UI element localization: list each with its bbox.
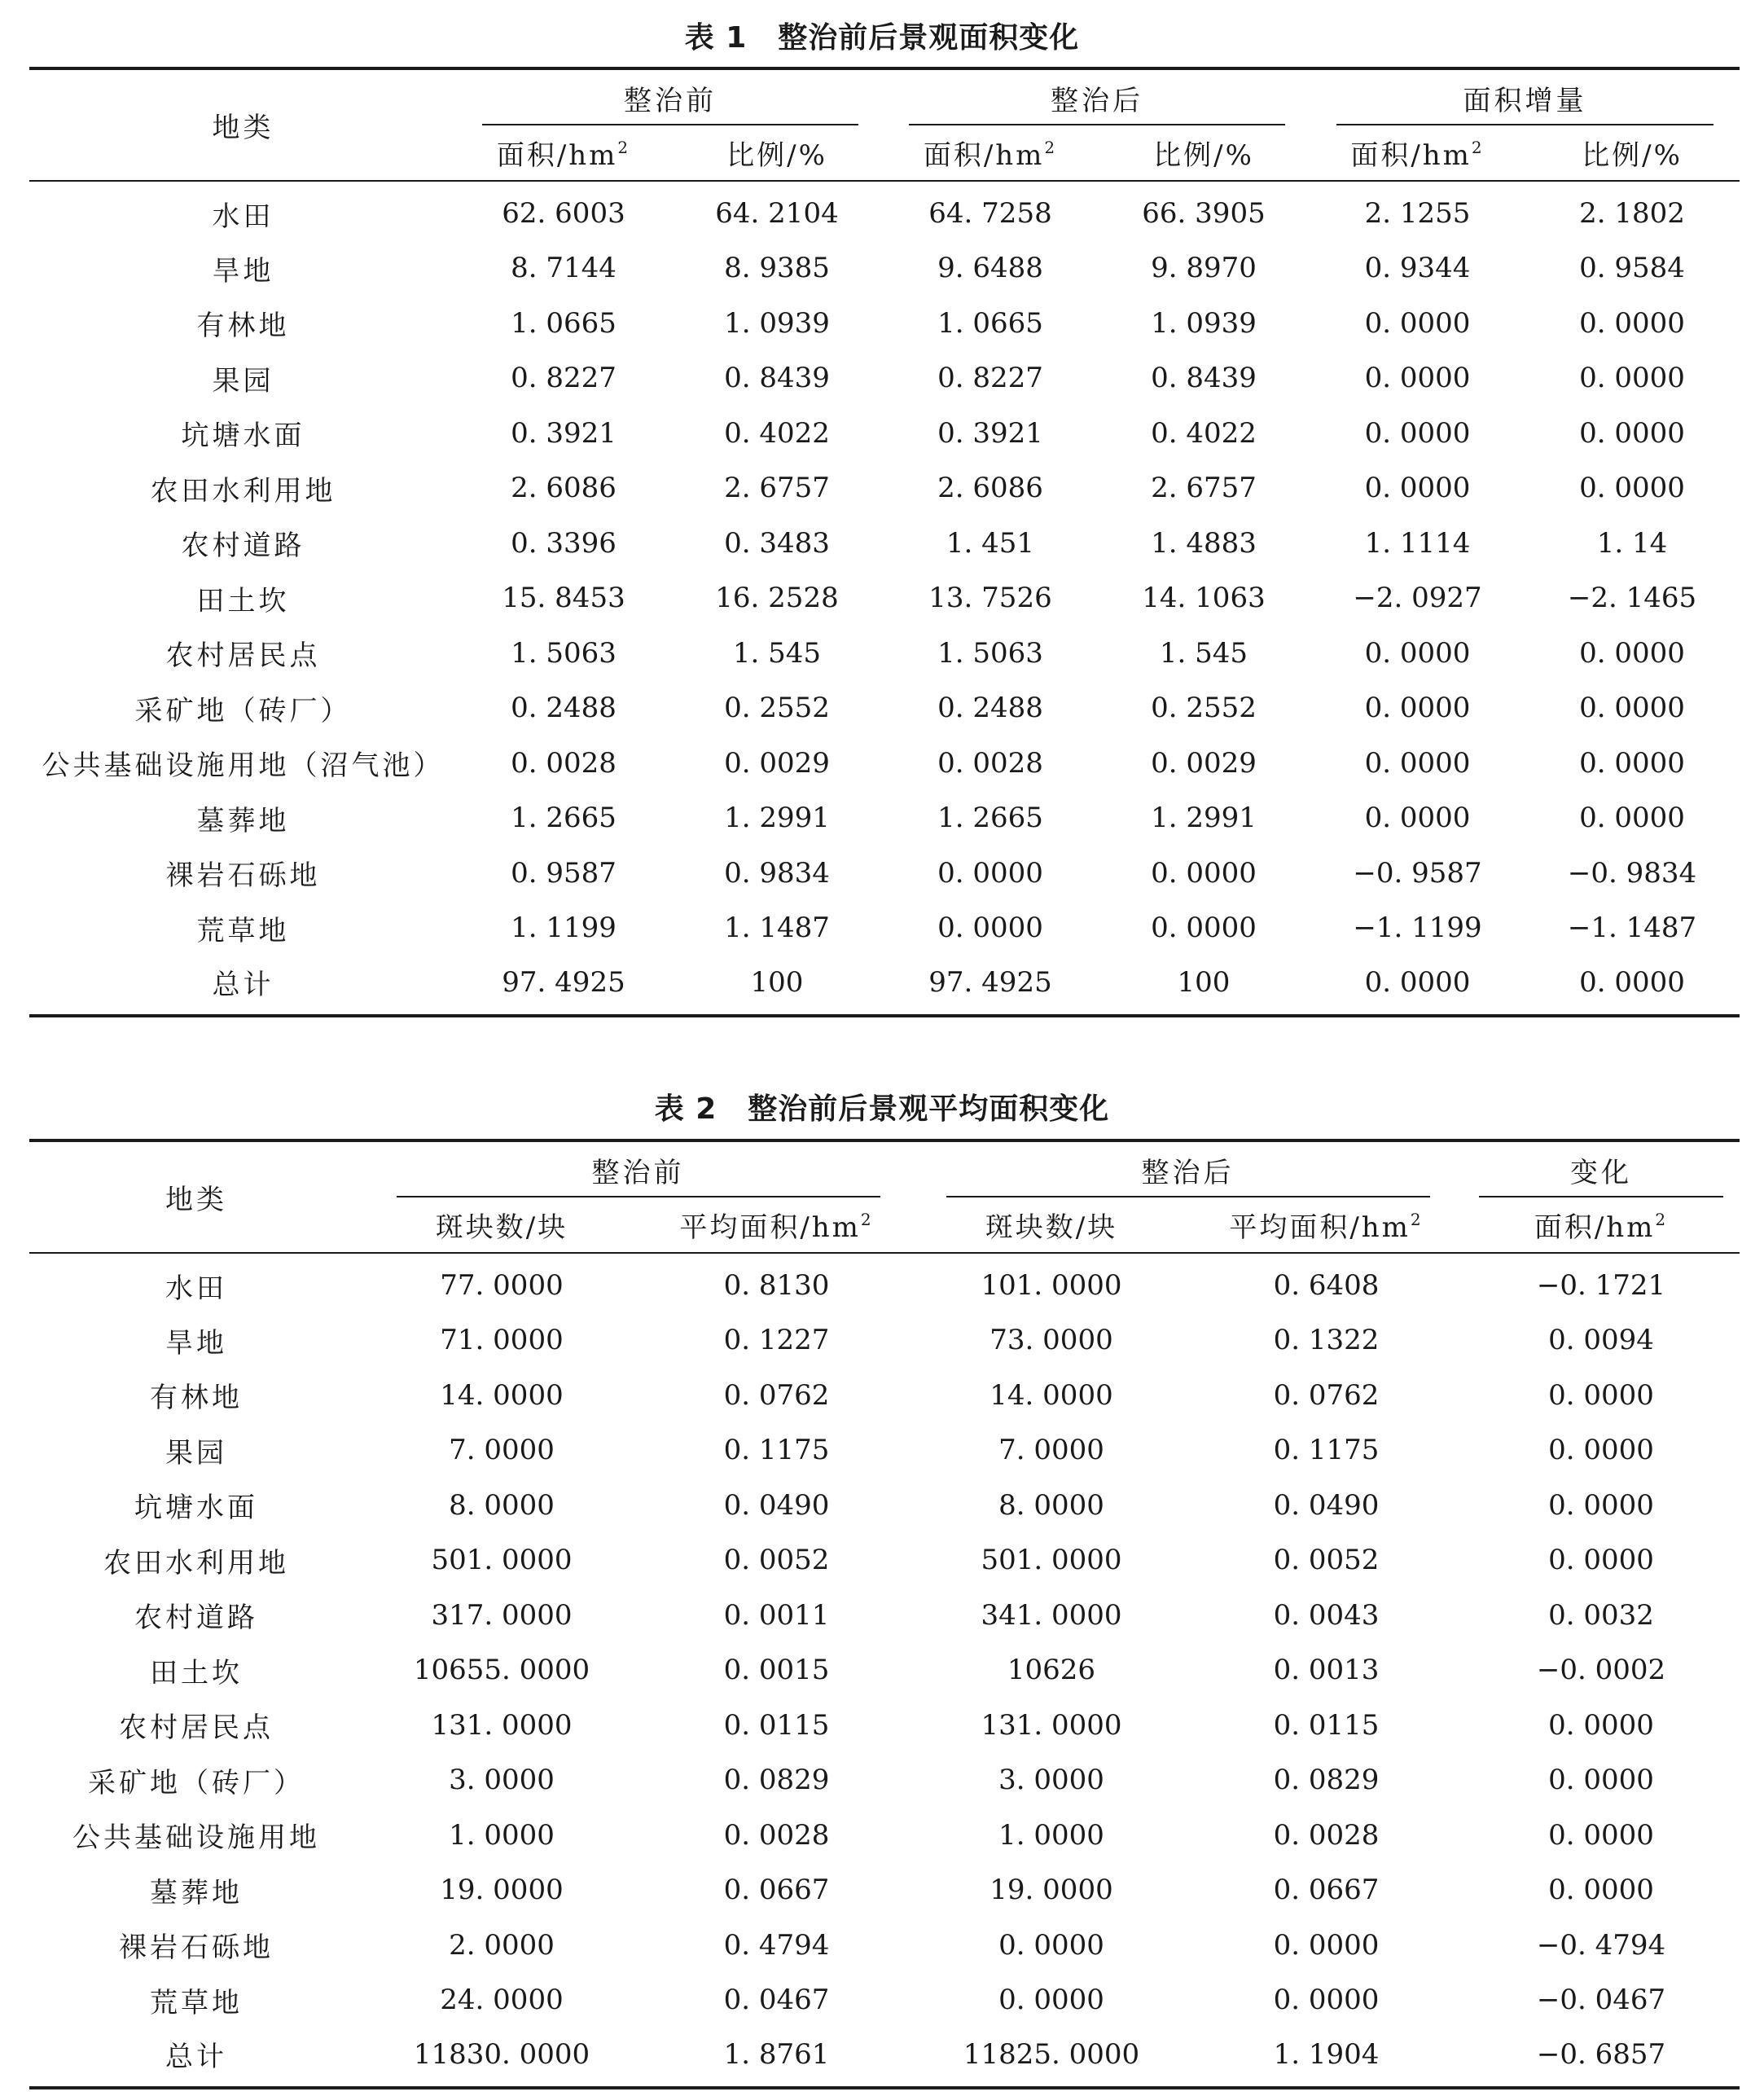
table-cell: −0. 0467: [1536, 1984, 1666, 2017]
table-cell: 2. 0000: [449, 1928, 555, 1962]
table-row: [29, 1478, 1740, 1533]
table-cell: 14. 0000: [990, 1378, 1113, 1412]
row-category-cell: 果园: [165, 1436, 227, 1470]
row-category-cell: 荒草地: [150, 1986, 243, 2019]
table-cell: −0. 4794: [1536, 1928, 1666, 1962]
row-category-cell: 墓葬地: [150, 1876, 243, 1909]
table-cell: 1. 2991: [724, 802, 830, 835]
table-cell: 0. 0000: [1548, 1764, 1654, 1797]
table-cell: −0. 6857: [1536, 2037, 1666, 2071]
table-cell: 1. 4883: [1151, 526, 1257, 560]
table-cell: 2. 6757: [1151, 472, 1257, 505]
row-category-cell: 农村居民点: [165, 639, 321, 673]
table-cell: 1. 545: [1159, 636, 1248, 670]
table-cell: −0. 9587: [1353, 856, 1482, 890]
table-cell: 0. 0000: [1579, 472, 1685, 505]
table-cell: 0. 1175: [1273, 1434, 1380, 1467]
table-cell: 1. 1487: [724, 912, 830, 945]
table-cell: 0. 8130: [723, 1269, 830, 1303]
table-cell: 0. 9834: [724, 856, 830, 890]
table-cell: 7. 0000: [998, 1434, 1104, 1467]
table-cell: 0. 0043: [1273, 1598, 1380, 1632]
table2: [29, 1139, 1740, 2089]
table-cell: 0. 4794: [723, 1928, 830, 1962]
table-cell: 0. 0015: [723, 1654, 830, 1687]
table1-caption: [0, 15, 1764, 56]
table-cell: 131. 0000: [981, 1708, 1122, 1742]
table-cell: 2. 1255: [1364, 197, 1471, 231]
table-cell: 0. 0115: [1273, 1708, 1380, 1742]
table-cell: 0. 0000: [1579, 746, 1685, 780]
table-row: [29, 736, 1740, 791]
table-cell: 0. 0000: [1548, 1544, 1654, 1577]
table-cell: 8. 0000: [449, 1488, 555, 1522]
row-category-cell: 墓葬地: [196, 804, 290, 837]
table2-caption: [0, 1086, 1764, 1127]
table-cell: 1. 14: [1596, 526, 1668, 560]
row-category-cell: 果园: [212, 364, 274, 398]
table-row: [29, 181, 1740, 241]
table-row: [29, 1918, 1740, 1973]
table-cell: 0. 0762: [723, 1378, 830, 1412]
row-category-cell: 总计: [165, 2041, 227, 2074]
table-cell: −0. 9834: [1567, 856, 1697, 890]
table2-group-after: 整治后: [913, 1140, 1463, 1197]
table-row: [29, 1863, 1740, 1918]
table-cell: 0. 0028: [511, 746, 617, 780]
table1-group-before: 整治前: [457, 68, 884, 125]
table1-group-increment: 面积增量: [1310, 68, 1740, 125]
table2-subheader: 面积$/hm^2$: [1534, 1210, 1669, 1244]
table-row: [29, 1753, 1740, 1808]
table-row: [29, 901, 1740, 956]
table-cell: 0. 8227: [511, 362, 617, 395]
table-cell: 3. 0000: [998, 1764, 1104, 1797]
table-cell: 0. 0000: [1364, 362, 1471, 395]
table-cell: 64. 7258: [928, 197, 1052, 231]
table-cell: 0. 3483: [724, 526, 830, 560]
table-cell: 0. 0667: [1273, 1874, 1380, 1907]
table-cell: 0. 0011: [723, 1598, 830, 1632]
table-cell: 1. 545: [732, 636, 822, 670]
row-category-cell: 旱地: [165, 1326, 227, 1360]
table-cell: 0. 0028: [1273, 1818, 1380, 1852]
table-cell: 1. 1199: [511, 912, 617, 945]
table1-subheader: 面积$/hm^2$: [496, 138, 631, 172]
table-cell: 100: [1177, 965, 1231, 999]
table-cell: 0. 0000: [1548, 1488, 1654, 1522]
row-category-cell: 水田: [212, 200, 274, 233]
table-cell: 66. 3905: [1142, 197, 1266, 231]
table-cell: 10655. 0000: [413, 1654, 590, 1687]
table-cell: 317. 0000: [431, 1598, 573, 1632]
table-cell: 14. 0000: [440, 1378, 564, 1412]
table-cell: 0. 0490: [1273, 1488, 1380, 1522]
table-cell: 0. 8439: [724, 362, 830, 395]
table-cell: 0. 0000: [1364, 746, 1471, 780]
table-cell: 0. 4022: [724, 416, 830, 450]
table-cell: 77. 0000: [440, 1269, 564, 1303]
table-cell: 1. 1114: [1364, 526, 1471, 560]
table-cell: 0. 0467: [723, 1984, 830, 2017]
table-cell: 0. 1175: [723, 1434, 830, 1467]
table-cell: 73. 0000: [990, 1324, 1113, 1357]
table1-subheader: 面积$/hm^2$: [1350, 138, 1485, 172]
table-cell: 1. 2665: [511, 802, 617, 835]
row-category-cell: 公共基础设施用地（沼气池）: [42, 749, 445, 783]
table-cell: 0. 1227: [723, 1324, 830, 1357]
row-category-cell: 总计: [212, 969, 274, 1002]
table-cell: 0. 0000: [1273, 1928, 1380, 1962]
table-cell: 0. 0052: [1273, 1544, 1380, 1577]
table-cell: 2. 1802: [1579, 197, 1685, 231]
table-cell: 3. 0000: [449, 1764, 555, 1797]
table-cell: 13. 7526: [928, 582, 1052, 615]
table1-caption-title: 整治前后景观面积变化: [778, 21, 1080, 55]
table-cell: 0. 0000: [1548, 1434, 1654, 1467]
table2-subheader: 平均面积$/hm^2$: [1229, 1210, 1424, 1244]
table-cell: 0. 0000: [1548, 1818, 1654, 1852]
row-category-cell: 有林地: [196, 310, 290, 343]
table-row: [29, 1808, 1740, 1863]
row-category-cell: 裸岩石砾地: [165, 859, 321, 893]
table1-subheader: 面积$/hm^2$: [923, 138, 1058, 172]
row-category-cell: 采矿地（砖厂）: [88, 1766, 305, 1799]
table-cell: 0. 0000: [1548, 1708, 1654, 1742]
table1-subheader: 比例/%: [1153, 139, 1254, 172]
table-cell: 0. 0000: [1548, 1378, 1654, 1412]
table-cell: 1. 0000: [449, 1818, 555, 1852]
row-category-cell: 农村居民点: [119, 1712, 274, 1745]
table-row: [29, 1253, 1740, 1313]
table-cell: 2. 6086: [937, 472, 1043, 505]
table-cell: 19. 0000: [990, 1874, 1113, 1907]
row-category-cell: 水田: [165, 1272, 227, 1305]
table1-group-after: 整治后: [884, 68, 1310, 125]
table-row: [29, 846, 1740, 901]
table-cell: 0. 0000: [1151, 856, 1257, 890]
table-cell: 0. 0029: [1151, 746, 1257, 780]
table-cell: 15. 8453: [502, 582, 625, 615]
table2-caption-title: 整治前后景观平均面积变化: [748, 1092, 1110, 1126]
table-cell: −0. 0002: [1536, 1654, 1666, 1687]
row-category-cell: 公共基础设施用地: [72, 1821, 320, 1855]
table-cell: 1. 0665: [937, 306, 1043, 340]
table-cell: 0. 0000: [998, 1928, 1104, 1962]
table-cell: 1. 1904: [1273, 2037, 1380, 2071]
table-cell: 1. 0939: [1151, 306, 1257, 340]
table-cell: 1. 5063: [937, 636, 1043, 670]
table-cell: 1. 0000: [998, 1818, 1104, 1852]
row-category-cell: 田土坎: [196, 584, 290, 617]
table-cell: 0. 0028: [723, 1818, 830, 1852]
table-cell: 1. 2665: [937, 802, 1043, 835]
row-category-cell: 农村道路: [181, 529, 305, 563]
table-cell: 1. 5063: [511, 636, 617, 670]
table-cell: 9. 8970: [1151, 252, 1257, 285]
table-row: [29, 1643, 1740, 1698]
table-cell: 0. 0000: [937, 912, 1043, 945]
table-cell: 14. 1063: [1142, 582, 1266, 615]
table-cell: 24. 0000: [440, 1984, 564, 2017]
table-cell: 0. 8439: [1151, 362, 1257, 395]
table-cell: 11825. 0000: [963, 2037, 1140, 2071]
table-cell: 0. 0000: [1579, 692, 1685, 725]
table-cell: 0. 0000: [1579, 802, 1685, 835]
table-cell: 0. 0829: [723, 1764, 830, 1797]
table-cell: 8. 9385: [724, 252, 830, 285]
table-cell: 0. 0032: [1548, 1598, 1654, 1632]
table-cell: 0. 0000: [1364, 636, 1471, 670]
table-row: [29, 241, 1740, 297]
table-cell: 0. 4022: [1151, 416, 1257, 450]
table-cell: 501. 0000: [981, 1544, 1122, 1577]
table-cell: 0. 0115: [723, 1708, 830, 1742]
table-cell: 0. 3921: [937, 416, 1043, 450]
table2-body: [29, 1253, 1740, 2088]
table-cell: 1. 451: [946, 526, 1035, 560]
table-row: [29, 2028, 1740, 2088]
table-cell: 0. 9584: [1579, 252, 1685, 285]
table-cell: 0. 0000: [1364, 472, 1471, 505]
table-row: [29, 461, 1740, 516]
table-cell: 0. 9344: [1364, 252, 1471, 285]
table-cell: −2. 1465: [1567, 582, 1697, 615]
table-row: [29, 516, 1740, 571]
table-cell: 2. 6757: [724, 472, 830, 505]
table1-body: [29, 181, 1740, 1016]
table-cell: 0. 0000: [1579, 416, 1685, 450]
row-category-cell: 农村道路: [134, 1602, 258, 1635]
table1-subheader: 比例/%: [1582, 139, 1683, 172]
table-row: [29, 1423, 1740, 1479]
table-cell: 0. 8227: [937, 362, 1043, 395]
table-cell: 8. 7144: [511, 252, 617, 285]
table-cell: 0. 0000: [1579, 306, 1685, 340]
table-cell: 0. 0000: [937, 856, 1043, 890]
table-cell: 71. 0000: [440, 1324, 564, 1357]
row-category-cell: 裸岩石砾地: [119, 1931, 274, 1965]
row-category-cell: 农田水利用地: [150, 474, 336, 508]
table2-subheader: 平均面积$/hm^2$: [679, 1210, 874, 1244]
table-cell: 0. 0000: [1364, 306, 1471, 340]
table-row: [29, 681, 1740, 736]
table-cell: 0. 0000: [998, 1984, 1104, 2017]
table-cell: −0. 1721: [1536, 1269, 1666, 1303]
table-row: [29, 1313, 1740, 1369]
table-cell: 0. 3921: [511, 416, 617, 450]
table-cell: 97. 4925: [502, 965, 625, 999]
table-row: [29, 956, 1740, 1016]
table-row: [29, 296, 1740, 351]
table-cell: 0. 0000: [1579, 636, 1685, 670]
table2-caption-number: 表 2: [654, 1092, 717, 1126]
table-cell: 1. 0939: [724, 306, 830, 340]
table-cell: 0. 2552: [724, 692, 830, 725]
table1-subheader: 比例/%: [726, 139, 827, 172]
table2-subheader: 斑块数/块: [435, 1211, 568, 1244]
row-category-cell: 采矿地（砖厂）: [134, 694, 352, 727]
table-cell: 0. 0000: [1364, 965, 1471, 999]
table-cell: 1. 8761: [723, 2037, 830, 2071]
table-cell: 0. 3396: [511, 526, 617, 560]
table-row: [29, 1533, 1740, 1588]
table-cell: 97. 4925: [928, 965, 1052, 999]
table-cell: 8. 0000: [998, 1488, 1104, 1522]
table2-group-before: 整治前: [363, 1140, 913, 1197]
row-category-cell: 有林地: [150, 1382, 243, 1415]
row-category-cell: 荒草地: [196, 914, 290, 947]
table-row: [29, 351, 1740, 406]
row-category-cell: 坑塘水面: [134, 1492, 258, 1525]
table-row: [29, 571, 1740, 626]
table-cell: 16. 2528: [715, 582, 839, 615]
table1-caption-number: 表 1: [684, 21, 748, 55]
table-cell: 0. 0094: [1548, 1324, 1654, 1357]
table-cell: 0. 2552: [1151, 692, 1257, 725]
table-cell: 1. 2991: [1151, 802, 1257, 835]
table-cell: −1. 1199: [1353, 912, 1482, 945]
table-cell: 0. 0667: [723, 1874, 830, 1907]
table-cell: 0. 1322: [1273, 1324, 1380, 1357]
table-cell: 0. 0000: [1579, 362, 1685, 395]
table-cell: 0. 0028: [937, 746, 1043, 780]
table-cell: 0. 0000: [1579, 965, 1685, 999]
table-cell: 101. 0000: [981, 1269, 1122, 1303]
table-cell: 131. 0000: [431, 1708, 573, 1742]
table-row: [29, 1368, 1740, 1423]
table-row: [29, 1973, 1740, 2028]
table-cell: 0. 0052: [723, 1544, 830, 1577]
table-cell: 0. 0000: [1151, 912, 1257, 945]
table-cell: 0. 0029: [724, 746, 830, 780]
table-row: [29, 1698, 1740, 1753]
table-cell: 0. 6408: [1273, 1269, 1380, 1303]
table2-group-change: 变化: [1463, 1140, 1740, 1197]
table-cell: 0. 9587: [511, 856, 617, 890]
table-cell: 9. 6488: [937, 252, 1043, 285]
table-cell: 11830. 0000: [413, 2037, 590, 2071]
table2-header-category: 地类: [29, 1140, 363, 1253]
table-cell: 501. 0000: [431, 1544, 573, 1577]
row-category-cell: 坑塘水面: [181, 420, 305, 453]
table-cell: 0. 0000: [1273, 1984, 1380, 2017]
table-cell: 1. 0665: [511, 306, 617, 340]
table-row: [29, 406, 1740, 461]
table-cell: 19. 0000: [440, 1874, 564, 1907]
table-cell: 0. 0000: [1364, 802, 1471, 835]
table-cell: 0. 0762: [1273, 1378, 1380, 1412]
table-cell: 341. 0000: [981, 1598, 1122, 1632]
table1-header-category: 地类: [29, 68, 457, 181]
table2-subheader: 斑块数/块: [985, 1211, 1118, 1244]
row-category-cell: 旱地: [212, 254, 274, 288]
row-category-cell: 农田水利用地: [103, 1546, 289, 1580]
row-category-cell: 田土坎: [150, 1656, 243, 1690]
table-cell: 0. 0490: [723, 1488, 830, 1522]
table-cell: 10626: [1007, 1654, 1096, 1687]
table-cell: −2. 0927: [1353, 582, 1482, 615]
table-cell: 0. 0000: [1364, 692, 1471, 725]
table-cell: 7. 0000: [449, 1434, 555, 1467]
table-row: [29, 1588, 1740, 1643]
table-cell: 0. 0829: [1273, 1764, 1380, 1797]
table-cell: 2. 6086: [511, 472, 617, 505]
table-cell: 62. 6003: [502, 197, 625, 231]
table-row: [29, 626, 1740, 681]
table-cell: −1. 1487: [1567, 912, 1697, 945]
table-cell: 100: [750, 965, 804, 999]
table-cell: 0. 0000: [1364, 416, 1471, 450]
table1: [29, 67, 1740, 1017]
table-cell: 0. 0000: [1548, 1874, 1654, 1907]
table-cell: 0. 2488: [511, 692, 617, 725]
table-cell: 64. 2104: [715, 197, 839, 231]
table-cell: 0. 2488: [937, 692, 1043, 725]
table-cell: 0. 0013: [1273, 1654, 1380, 1687]
table-row: [29, 791, 1740, 846]
